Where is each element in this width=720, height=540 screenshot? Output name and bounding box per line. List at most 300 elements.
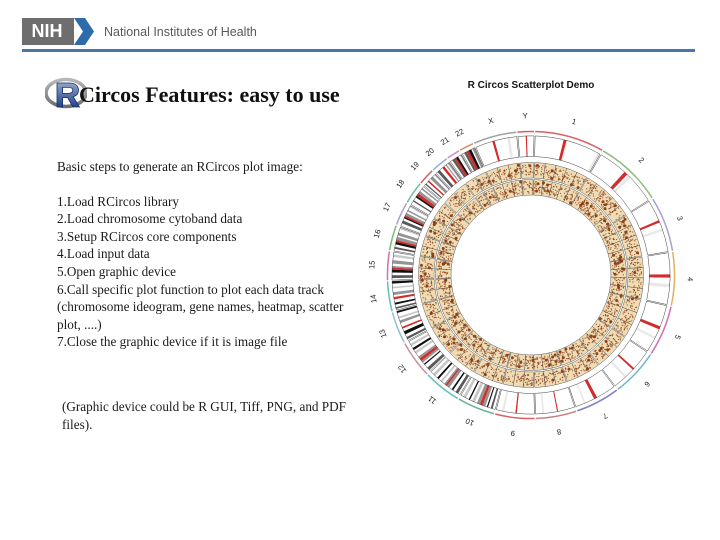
scatter-point — [461, 357, 462, 358]
scatter-point — [628, 228, 629, 229]
scatter-point — [614, 262, 617, 265]
scatter-point — [482, 348, 483, 349]
scatter-point — [435, 308, 436, 309]
scatter-point — [421, 258, 422, 259]
scatter-point — [445, 284, 446, 285]
steps-list — [57, 193, 367, 351]
scatter-point — [599, 317, 602, 320]
scatter-point — [608, 315, 609, 316]
scatter-point — [521, 171, 522, 172]
scatter-point — [502, 355, 503, 356]
scatter-point — [522, 378, 523, 379]
scatter-point — [602, 353, 603, 354]
scatter-point — [439, 219, 440, 220]
scatter-point — [430, 304, 431, 305]
scatter-point — [444, 307, 445, 308]
scatter-point — [582, 209, 583, 210]
scatter-point — [616, 219, 617, 220]
scatter-point — [602, 358, 603, 359]
scatter-point — [617, 270, 618, 271]
scatter-point — [518, 185, 519, 186]
scatter-point — [566, 177, 567, 178]
scatter-point — [634, 294, 635, 295]
scatter-point — [512, 376, 513, 377]
scatter-point — [603, 332, 604, 333]
scatter-point — [618, 245, 619, 246]
scatter-point — [553, 374, 554, 375]
scatter-point — [427, 294, 428, 295]
scatter-point — [623, 217, 624, 218]
scatter-point — [489, 356, 490, 357]
scatter-point — [444, 223, 445, 224]
nih-logo-text: NIH — [31, 21, 63, 41]
scatter-point — [423, 276, 424, 277]
scatter-point — [587, 214, 588, 215]
scatter-point — [531, 187, 532, 188]
scatter-point — [618, 301, 619, 302]
scatter-point — [544, 191, 545, 192]
scatter-point — [578, 346, 579, 347]
scatter-point — [452, 212, 453, 213]
scatter-point — [547, 362, 548, 363]
scatter-point — [514, 184, 515, 185]
scatter-point — [502, 197, 503, 198]
scatter-point — [623, 234, 624, 235]
scatter-point — [525, 170, 526, 171]
scatter-point — [576, 371, 577, 372]
nih-logo — [22, 18, 257, 45]
scatter-point — [631, 256, 632, 257]
scatter-point — [621, 327, 622, 328]
scatter-point — [565, 195, 566, 196]
scatter-point — [619, 255, 620, 256]
scatter-point — [452, 233, 453, 234]
scatter-point — [556, 364, 557, 365]
scatter-point — [614, 292, 615, 293]
scatter-point — [521, 366, 522, 367]
scatter-point — [450, 199, 451, 200]
scatter-point — [502, 380, 503, 381]
scatter-point — [465, 334, 466, 335]
scatter-point — [566, 199, 567, 200]
scatter-point — [449, 337, 450, 338]
scatter-point — [455, 234, 456, 235]
scatter-point — [607, 302, 608, 303]
scatter-point — [630, 252, 631, 253]
scatter-point — [593, 206, 594, 207]
scatter-point — [614, 314, 615, 315]
scatter-point — [449, 334, 450, 335]
scatter-point — [473, 188, 474, 189]
scatter-point — [570, 198, 571, 199]
scatter-point — [444, 323, 445, 324]
scatter-point — [607, 346, 608, 347]
scatter-point — [447, 253, 448, 254]
scatter-point — [475, 361, 476, 362]
scatter-point — [445, 206, 446, 207]
scatter-point — [547, 365, 548, 366]
scatter-point — [492, 359, 493, 360]
scatter-point — [534, 366, 535, 367]
scatter-point — [612, 303, 613, 304]
scatter-point — [620, 336, 621, 337]
scatter-point — [524, 380, 525, 381]
scatter-point — [587, 180, 588, 181]
scatter-point — [485, 353, 486, 354]
scatter-point — [606, 305, 607, 306]
scatter-point — [523, 359, 524, 360]
scatter-point — [493, 353, 494, 354]
scatter-point — [619, 330, 620, 331]
scatter-point — [464, 195, 465, 196]
scatter-point — [607, 240, 608, 241]
scatter-point — [556, 168, 557, 169]
scatter-point — [547, 190, 550, 193]
scatter-point — [576, 204, 577, 205]
scatter-point — [620, 257, 621, 258]
chromosome-highlight-arc-15 — [387, 251, 389, 280]
scatter-point — [523, 171, 524, 172]
scatter-point — [624, 312, 625, 313]
scatter-point — [460, 348, 463, 351]
scatter-point — [546, 193, 547, 194]
scatter-point — [632, 295, 633, 296]
nih-chevron-icon — [74, 18, 94, 45]
scatter-point — [463, 323, 464, 324]
scatter-point — [559, 358, 560, 359]
scatter-point — [496, 372, 497, 373]
scatter-point — [588, 216, 589, 217]
scatter-point — [639, 275, 640, 276]
scatter-point — [444, 258, 445, 259]
scatter-point — [491, 369, 492, 370]
chromosome-highlight-arc-14 — [388, 282, 393, 312]
scatter-point — [592, 215, 593, 216]
scatter-point — [622, 325, 623, 326]
scatter-point — [478, 338, 479, 339]
scatter-point — [496, 192, 497, 193]
scatter-point — [515, 187, 516, 188]
scatter-point — [446, 277, 447, 278]
scatter-point — [507, 176, 508, 177]
scatter-point — [578, 197, 579, 198]
scatter-point — [464, 193, 465, 194]
scatter-point — [491, 174, 492, 175]
scatter-point — [553, 377, 554, 378]
scatter-point — [438, 220, 439, 221]
scatter-point — [635, 251, 636, 252]
scatter-point — [591, 219, 592, 220]
scatter-point — [443, 255, 444, 256]
scatter-point — [560, 169, 561, 170]
scatter-point — [633, 234, 634, 235]
scatter-point — [473, 355, 474, 356]
scatter-point — [575, 373, 576, 374]
scatter-point — [580, 198, 581, 199]
scatter-point — [600, 328, 601, 329]
scatter-point — [425, 261, 426, 262]
scatter-point — [434, 315, 435, 316]
scatter-point — [605, 233, 606, 234]
scatter-point — [457, 233, 458, 234]
scatter-point — [596, 350, 597, 351]
scatter-point — [627, 328, 628, 329]
scatter-point — [568, 368, 571, 371]
scatter-point — [442, 247, 445, 250]
scatter-point — [435, 314, 436, 315]
scatter-point — [461, 334, 462, 335]
scatter-point — [463, 213, 464, 214]
scatter-point — [633, 289, 634, 290]
scatter-point — [430, 237, 431, 238]
scatter-point — [520, 168, 521, 169]
scatter-point — [635, 268, 636, 269]
scatter-point — [612, 256, 613, 257]
scatter-point — [625, 315, 626, 316]
scatter-point — [584, 347, 585, 348]
scatter-point — [616, 341, 617, 342]
scatter-point — [613, 289, 614, 290]
scatter-point — [634, 290, 635, 291]
scatter-point — [616, 329, 617, 330]
scatter-point — [465, 357, 466, 358]
scatter-point — [618, 226, 619, 227]
scatter-point — [605, 312, 606, 313]
scatter-point — [610, 205, 611, 206]
scatter-point — [527, 360, 528, 361]
scatter-point — [460, 224, 461, 225]
scatter-point — [460, 354, 461, 355]
scatter-point — [595, 214, 598, 217]
scatter-point — [610, 225, 611, 226]
scatter-point — [465, 362, 466, 363]
scatter-point — [608, 338, 609, 339]
scatter-point — [572, 370, 573, 371]
scatter-point — [439, 335, 440, 336]
scatter-point — [460, 228, 461, 229]
scatter-point — [433, 308, 434, 309]
scatter-point — [457, 219, 458, 220]
scatter-point — [451, 229, 452, 230]
chromosome-label-8: 8 — [556, 427, 562, 437]
scatter-point — [450, 350, 451, 351]
scatter-point — [568, 371, 569, 372]
scatter-point — [542, 374, 543, 375]
scatter-point — [573, 183, 574, 184]
scatter-point — [616, 296, 617, 297]
scatter-point — [634, 265, 635, 266]
scatter-point — [474, 363, 475, 364]
scatter-point — [589, 342, 590, 343]
scatter-point — [427, 265, 428, 266]
scatter-point — [583, 364, 584, 365]
scatter-point — [477, 191, 478, 192]
scatter-point — [601, 190, 602, 191]
scatter-point — [536, 186, 537, 187]
scatter-point — [454, 346, 455, 347]
scatter-point — [499, 356, 500, 357]
scatter-point — [617, 274, 618, 275]
scatter-point — [458, 227, 459, 228]
scatter-point — [440, 324, 441, 325]
scatter-point — [607, 329, 608, 330]
scatter-point — [561, 360, 562, 361]
scatter-point — [463, 198, 464, 199]
scatter-point — [430, 319, 431, 320]
scatter-point — [462, 329, 463, 330]
scatter-point — [451, 295, 452, 296]
scatter-point — [622, 313, 623, 314]
scatter-point — [615, 269, 616, 270]
scatter-point — [555, 172, 556, 173]
scatter-point — [450, 291, 451, 292]
scatter-point — [588, 214, 589, 215]
scatter-point — [577, 177, 578, 178]
scatter-point — [613, 269, 614, 270]
scatter-point — [572, 185, 573, 186]
scatter-point — [544, 187, 545, 188]
scatter-point — [609, 211, 610, 212]
scatter-point — [495, 354, 496, 355]
scatter-point — [632, 231, 633, 232]
scatter-point — [476, 360, 479, 363]
scatter-point — [540, 362, 541, 363]
scatter-point — [529, 363, 530, 364]
scatter-point — [489, 177, 490, 178]
list-item: 6.Call specific plot function to plot each data track (chromosome ideogram, gene names, heatmap, scatter plot, ....) — [57, 281, 344, 332]
scatter-point — [444, 250, 445, 251]
scatter-point — [469, 363, 470, 364]
scatter-point — [445, 272, 446, 273]
scatter-point — [440, 286, 441, 287]
scatter-point — [559, 355, 560, 356]
scatter-point — [630, 307, 631, 308]
scatter-point — [501, 174, 502, 175]
scatter-point — [546, 172, 547, 173]
scatter-point — [432, 265, 433, 266]
scatter-point — [464, 219, 465, 220]
scatter-point — [572, 197, 573, 198]
scatter-point — [479, 201, 480, 202]
scatter-point — [436, 327, 437, 328]
scatter-point — [555, 376, 556, 377]
scatter-point — [495, 181, 496, 182]
scatter-point — [616, 343, 617, 344]
scatter-point — [627, 227, 628, 228]
scatter-point — [439, 275, 440, 276]
scatter-point — [575, 202, 576, 203]
scatter-point — [545, 166, 546, 167]
scatter-point — [617, 325, 618, 326]
scatter-point — [500, 176, 501, 177]
scatter-point — [445, 282, 446, 283]
scatter-point — [640, 283, 641, 284]
scatter-point — [587, 344, 588, 345]
scatter-point — [483, 372, 484, 373]
scatter-point — [576, 368, 577, 369]
scatter-point — [583, 210, 584, 211]
scatter-point — [640, 269, 641, 270]
scatter-point — [451, 344, 452, 345]
cytoband — [649, 274, 670, 277]
scatter-point — [571, 176, 572, 177]
scatter-point — [611, 231, 612, 232]
scatter-point — [550, 177, 553, 180]
scatter-point — [497, 175, 498, 176]
scatter-point — [617, 322, 618, 323]
scatter-point — [611, 335, 612, 336]
scatter-point — [469, 205, 470, 206]
scatter-point — [618, 290, 619, 291]
scatter-point — [458, 316, 459, 317]
scatter-point — [498, 350, 499, 351]
scatter-point — [468, 214, 469, 215]
scatter-point — [589, 360, 590, 361]
scatter-point — [425, 299, 426, 300]
scatter-point — [535, 174, 536, 175]
scatter-point — [565, 351, 566, 352]
scatter-point — [492, 179, 495, 182]
scatter-point — [583, 350, 584, 351]
scatter-point — [542, 378, 543, 379]
scatter-point — [609, 349, 610, 350]
scatter-point — [580, 360, 581, 361]
scatter-point — [466, 341, 467, 342]
scatter-point — [527, 365, 528, 366]
scatter-point — [458, 203, 459, 204]
scatter-point — [458, 344, 459, 345]
scatter-point — [618, 266, 619, 267]
scatter-point — [606, 203, 607, 204]
scatter-point — [620, 319, 621, 320]
scatter-point — [620, 211, 621, 212]
scatter-point — [538, 384, 539, 385]
scatter-point — [601, 204, 602, 205]
scatter-point — [440, 318, 441, 319]
scatter-point — [617, 262, 620, 265]
scatter-point — [612, 291, 613, 292]
scatter-point — [431, 285, 432, 286]
scatter-point — [489, 200, 490, 201]
scatter-point — [641, 282, 642, 283]
scatter-point — [531, 365, 532, 366]
scatter-point — [470, 361, 471, 362]
scatter-point — [586, 213, 587, 214]
scatter-point — [571, 368, 572, 369]
scatter-point — [433, 231, 434, 232]
scatter-point — [461, 359, 462, 360]
scatter-point — [604, 354, 605, 355]
scatter-point — [609, 208, 610, 209]
scatter-point — [586, 203, 587, 204]
scatter-point — [628, 313, 629, 314]
scatter-point — [601, 214, 602, 215]
scatter-point — [527, 378, 528, 379]
scatter-point — [451, 197, 452, 198]
scatter-point — [448, 314, 449, 315]
scatter-point — [641, 271, 642, 272]
scatter-point — [514, 193, 515, 194]
scatter-point — [599, 229, 600, 230]
scatter-point — [431, 319, 432, 320]
chromosome-label-22: 22 — [453, 126, 466, 139]
scatter-point — [441, 231, 442, 232]
scatter-point — [534, 190, 535, 191]
scatter-point — [474, 208, 475, 209]
scatter-point — [596, 355, 597, 356]
scatter-point — [578, 362, 579, 363]
scatter-point — [581, 364, 582, 365]
